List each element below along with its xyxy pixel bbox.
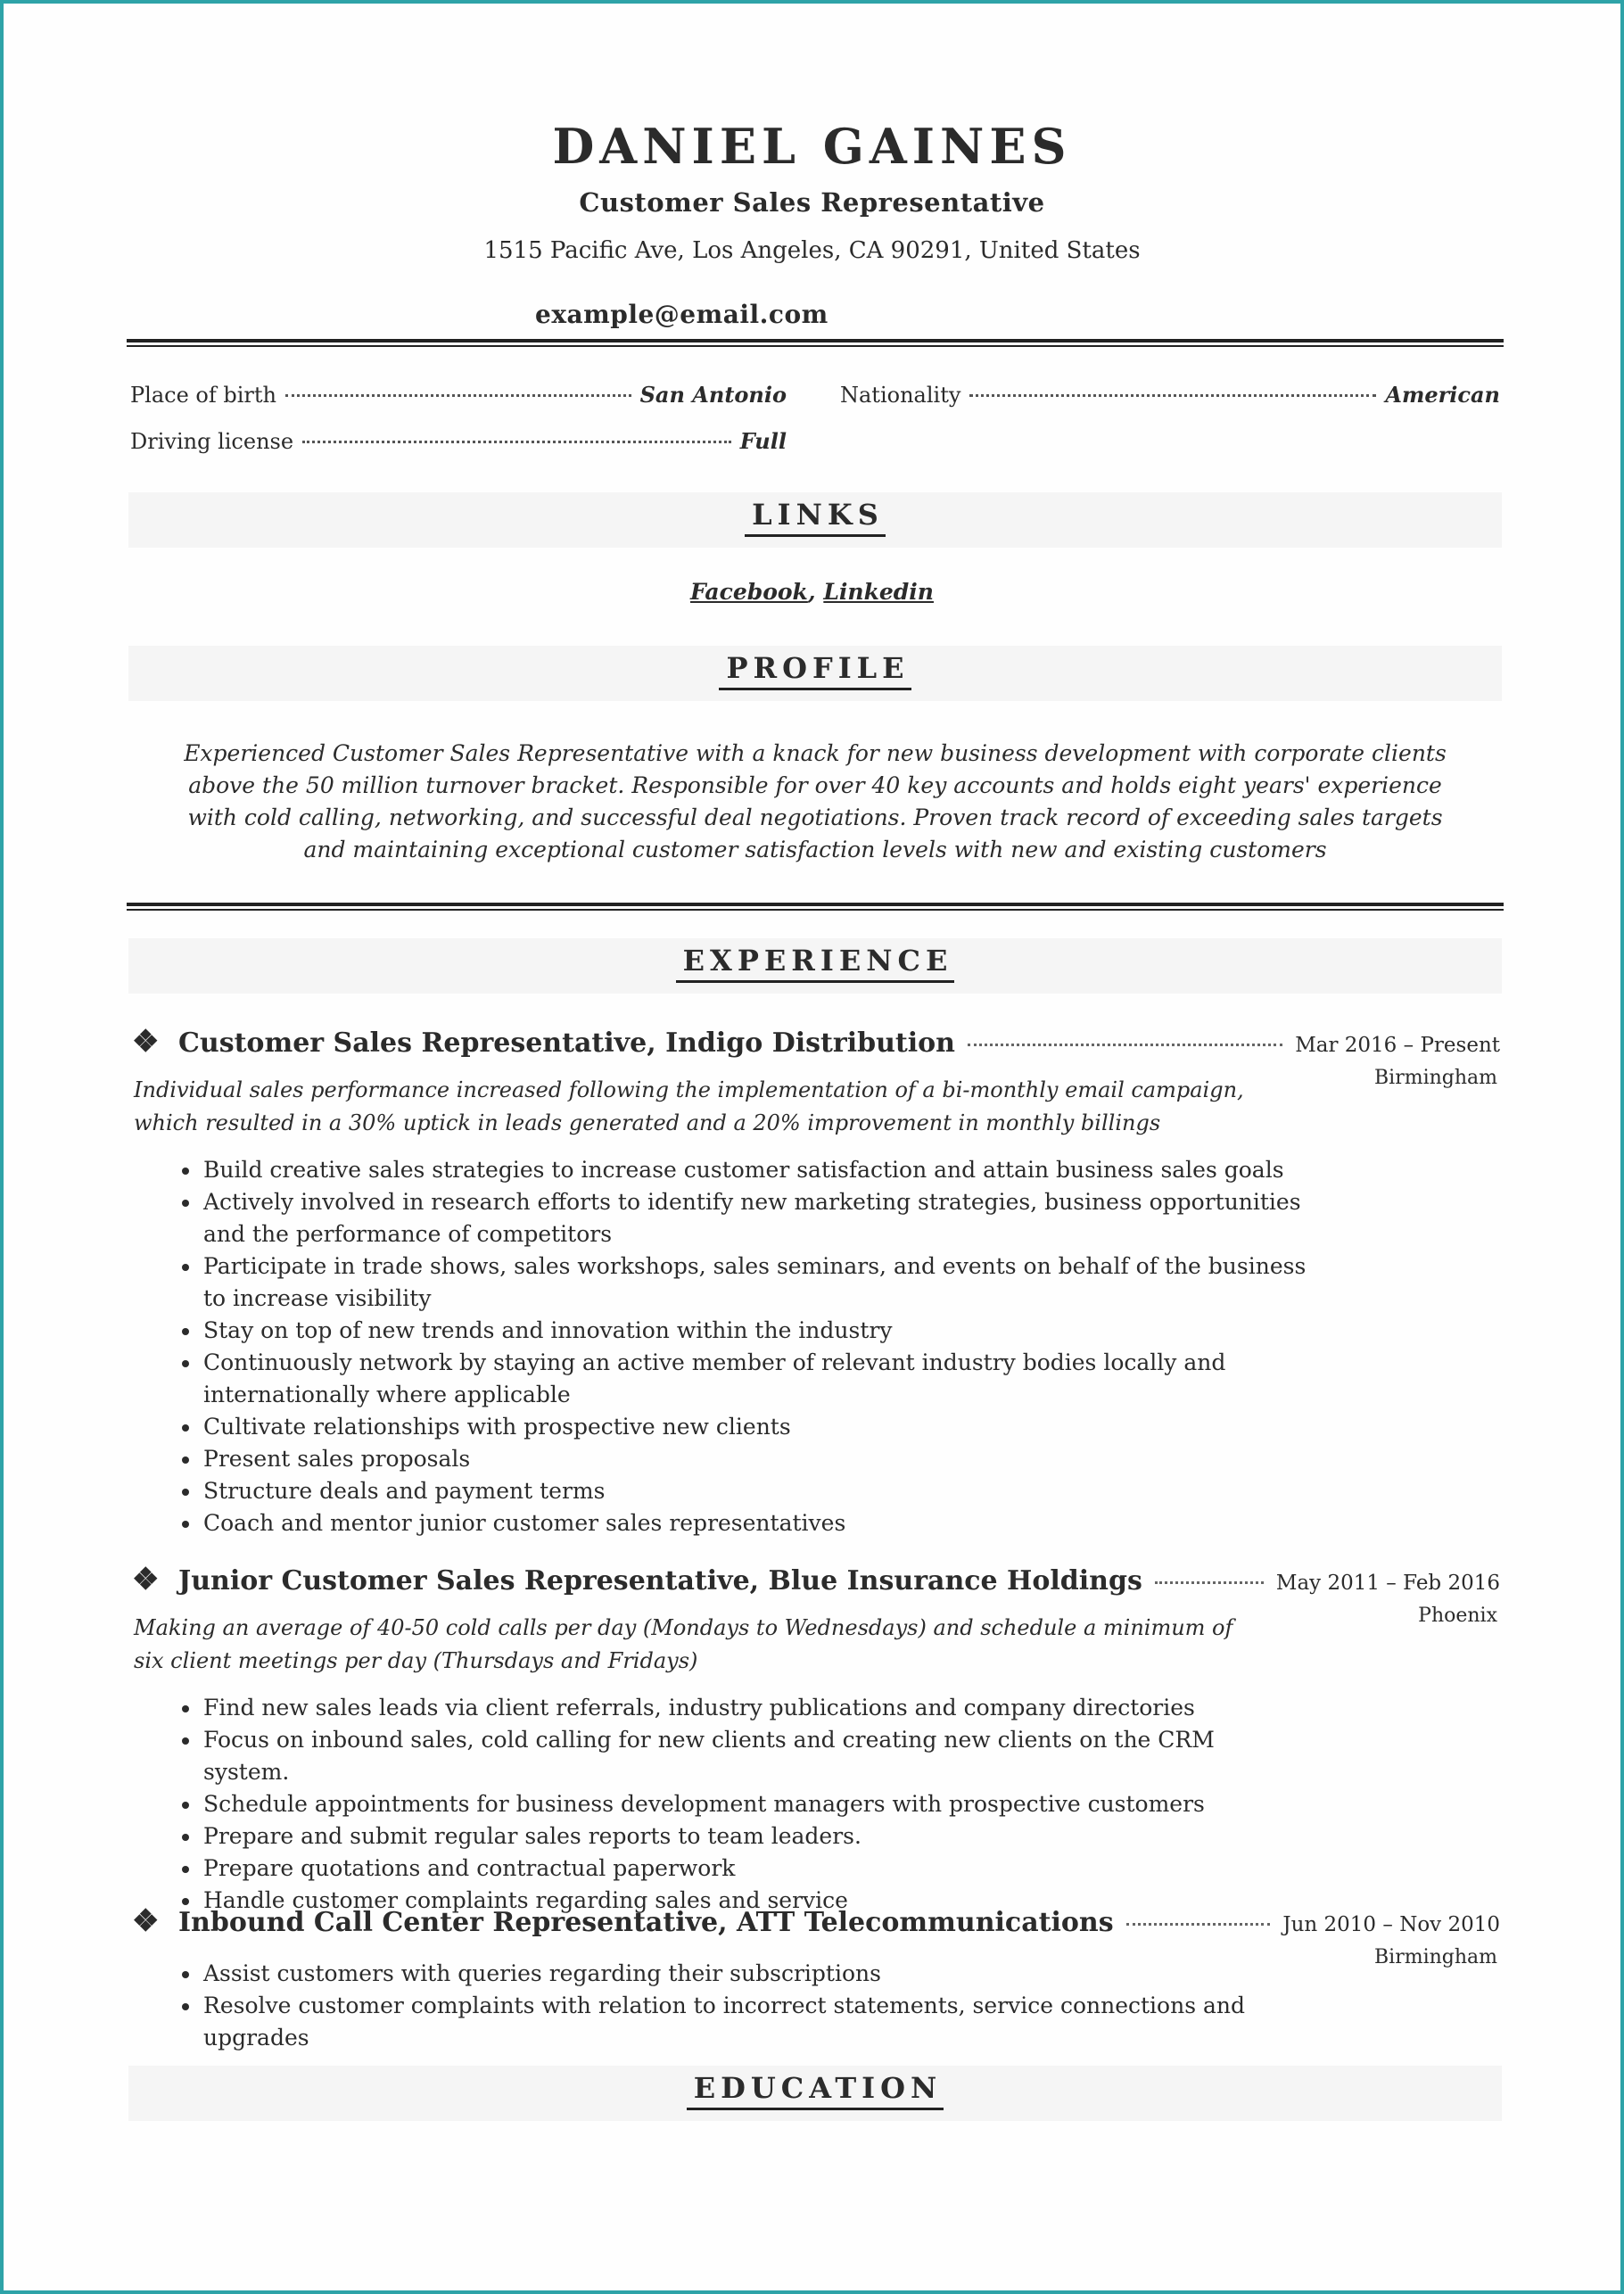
duty-item: • Actively involved in research efforts to identify new marketing strategies, business opportunities and the performance of competitors: [202, 1186, 1307, 1250]
links-heading: LINKS: [745, 499, 886, 537]
diamond-bullet-icon: ❖: [132, 1903, 160, 1939]
leader-dots: [302, 441, 731, 443]
profile-section-header: [128, 646, 1502, 701]
duty-item: • Present sales proposals: [202, 1443, 1307, 1475]
job-title-company: Inbound Call Center Representative, ATT Telecommunications: [178, 1907, 1114, 1938]
leader-dots: [968, 1044, 1282, 1046]
job-title: Customer Sales Representative: [579, 187, 1045, 218]
education-section-header: [128, 2066, 1502, 2121]
duty-item: • Handle customer complaints regarding sales and service: [202, 1885, 1307, 1917]
job-title-company: Junior Customer Sales Representative, Blue Insurance Holdings: [178, 1565, 1142, 1597]
diamond-bullet-icon: ❖: [132, 1024, 160, 1060]
profile-divider: [127, 903, 1504, 911]
driving-license-value: Full: [739, 428, 787, 454]
education-heading: EDUCATION: [687, 2073, 944, 2110]
job-location: Birmingham: [1373, 1067, 1497, 1089]
duty-item: • Participate in trade shows, sales workshops, sales seminars, and events on behalf of the business to increase visibility: [202, 1250, 1307, 1315]
job-dates: May 2011 – Feb 2016: [1275, 1572, 1500, 1595]
duty-item: • Coach and mentor junior customer sales representatives: [202, 1507, 1307, 1539]
job-duties: [166, 1154, 1307, 1539]
duty-item: • Build creative sales strategies to increase customer satisfaction and attain business sales goals: [202, 1154, 1307, 1186]
duty-item: • Focus on inbound sales, cold calling for new clients and creating new clients on the CRM system.: [202, 1724, 1307, 1788]
job-heading: [132, 1903, 1500, 1939]
duty-item: • Continuously network by staying an active member of relevant industry bodies locally and internationally where applicable: [202, 1347, 1307, 1411]
experience-heading: EXPERIENCE: [676, 945, 955, 983]
job-location: Birmingham: [1373, 1946, 1497, 1968]
experience-section-header: [128, 938, 1502, 994]
duty-item: • Structure deals and payment terms: [202, 1475, 1307, 1507]
leader-dots: [285, 394, 631, 397]
profile-summary: Experienced Customer Sales Representative with a knack for new business development with corporate clients above the 50 million turnover bracket. Responsible for over 40 key accounts and holds eight years' experience with cold calling, networking, and successful deal negotiations. Proven track record of exceeding sales targets and maintaining exceptional customer satisfaction levels with new and existing customers: [184, 740, 1447, 862]
driving-license-row: [130, 428, 787, 454]
links-section-header: [128, 492, 1502, 548]
job-dates: Mar 2016 – Present: [1295, 1034, 1500, 1057]
place-of-birth-value: San Antonio: [639, 382, 787, 408]
duty-item: • Cultivate relationships with prospective new clients: [202, 1411, 1307, 1443]
duty-item: • Find new sales leads via client referrals, industry publications and company directories: [202, 1692, 1307, 1724]
leader-dots: [969, 394, 1376, 397]
job-duties: [166, 1692, 1307, 1917]
job-heading: [132, 1562, 1500, 1597]
job-dates: Jun 2010 – Nov 2010: [1282, 1913, 1500, 1936]
place-of-birth-row: [130, 382, 787, 408]
header-divider: [127, 339, 1504, 347]
job-title-company: Customer Sales Representative, Indigo Distribution: [178, 1027, 955, 1059]
nationality-value: American: [1385, 382, 1500, 408]
place-of-birth-label: Place of birth: [130, 383, 276, 408]
resume-page: [4, 4, 1620, 2290]
facebook-link[interactable]: Facebook: [690, 579, 808, 605]
leader-dots: [1126, 1923, 1271, 1926]
duty-item: • Prepare quotations and contractual paperwork: [202, 1853, 1307, 1885]
email[interactable]: example@email.com: [535, 300, 828, 329]
diamond-bullet-icon: ❖: [132, 1562, 160, 1597]
duty-item: • Schedule appointments for business development managers with prospective customers: [202, 1788, 1307, 1820]
profile-heading: PROFILE: [719, 653, 911, 690]
address: 1515 Pacific Ave, Los Angeles, CA 90291, United States: [483, 237, 1141, 264]
job-summary: Individual sales performance increased following the implementation of a bi-monthly email campaign, which resulted in a 30% uptick in leads generated and a 20% improvement in monthly billings: [134, 1077, 1244, 1135]
job-duties: [166, 1958, 1307, 2054]
candidate-name: DANIEL GAINES: [552, 118, 1072, 175]
driving-license-label: Driving license: [130, 429, 294, 454]
duty-item: • Assist customers with queries regarding their subscriptions: [202, 1958, 1307, 1990]
duty-item: • Stay on top of new trends and innovation within the industry: [202, 1315, 1307, 1347]
duty-item: • Resolve customer complaints with relation to incorrect statements, service connections and upgrades: [202, 1990, 1307, 2054]
links-list: [4, 579, 1620, 605]
link-separator: ,: [807, 579, 816, 605]
job-location: Phoenix: [1418, 1605, 1497, 1627]
nationality-label: Nationality: [840, 383, 961, 408]
job-summary: Making an average of 40-50 cold calls per day (Mondays to Wednesdays) and schedule a minimum of six client meetings per day (Thursdays and Fridays): [134, 1615, 1233, 1673]
job-heading: [132, 1024, 1500, 1060]
linkedin-link[interactable]: Linkedin: [823, 579, 934, 605]
leader-dots: [1155, 1581, 1264, 1584]
duty-item: • Prepare and submit regular sales reports to team leaders.: [202, 1820, 1307, 1853]
nationality-row: [840, 382, 1500, 408]
